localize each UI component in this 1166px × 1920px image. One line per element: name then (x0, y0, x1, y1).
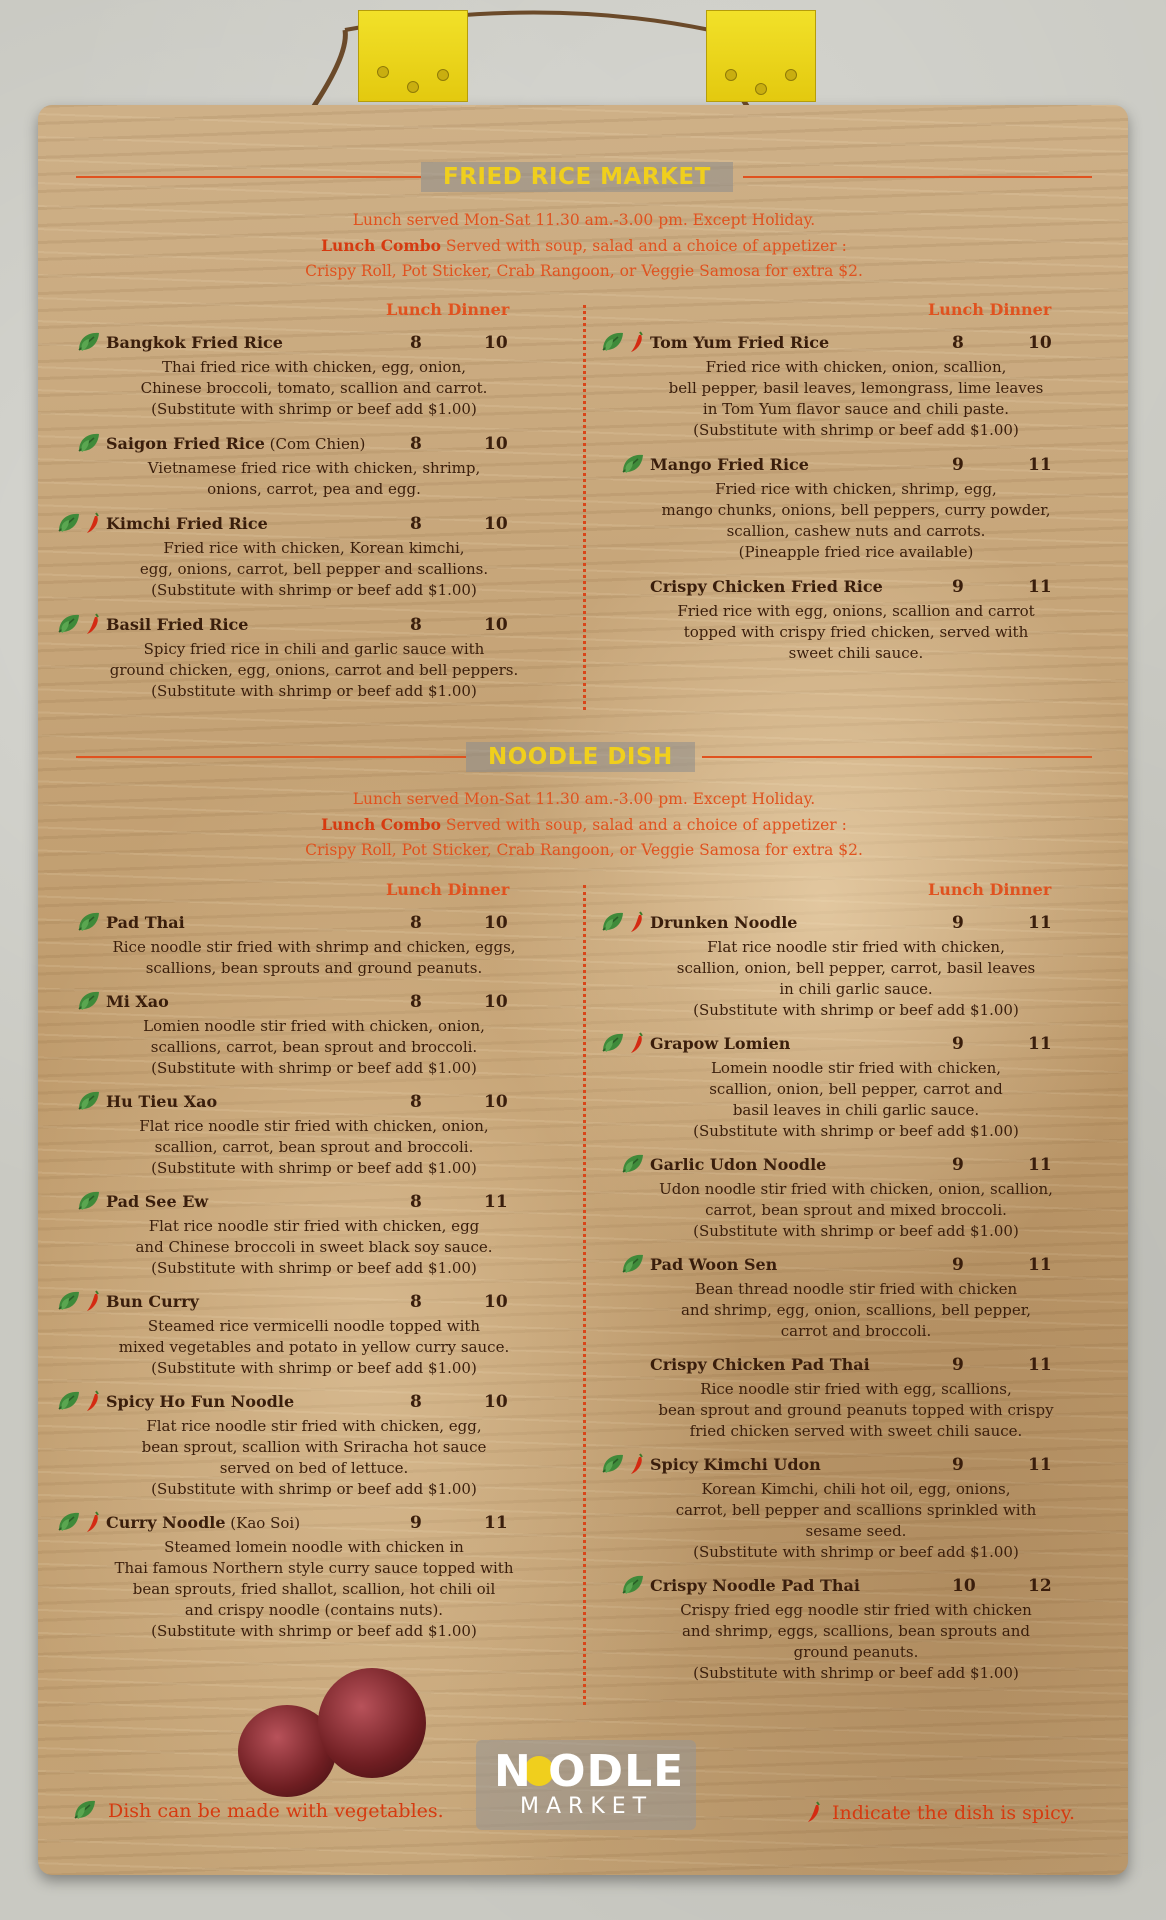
item-description: Thai fried rice with chicken, egg, onion, (161, 358, 467, 376)
item-description: scallion, onion, bell pepper, carrot, basil leaves (676, 959, 1036, 977)
item-description: ground peanuts. (793, 1643, 919, 1661)
item-description: topped with crispy fried chicken, served with (683, 623, 1029, 641)
item-icons (76, 431, 102, 459)
chili-icon (628, 1031, 646, 1059)
lunch-combo: Lunch Combo Served with soup, salad and a choice of appetizer : (321, 815, 847, 834)
item-description: egg, onions, carrot, bell pepper and scallions. (139, 560, 489, 578)
item-description: (Substitute with shrimp or beef add $1.00) (151, 581, 477, 599)
lunch-price: 9 (952, 1155, 964, 1175)
item-description: Flat rice noodle stir fried with chicken, egg, (146, 1417, 482, 1435)
item-description: Flat rice noodle stir fried with chicken, (707, 938, 1005, 956)
item-name: Grapow Lomien (650, 1034, 791, 1053)
item-description: Korean Kimchi, chili hot oil, egg, onions, (701, 1480, 1011, 1498)
item-name: Pad See Ew (106, 1192, 209, 1211)
item-icons (56, 1389, 102, 1417)
item-icons (600, 330, 646, 358)
item-name: Basil Fried Rice (106, 615, 249, 634)
lunch-price: 8 (410, 913, 422, 933)
noodle-intro (76, 787, 1092, 863)
dinner-price: 12 (1028, 1576, 1052, 1596)
dinner-price: 11 (484, 1513, 508, 1533)
item-icons (56, 1510, 102, 1538)
leaf-icon (620, 1152, 646, 1180)
veg-legend-text: Dish can be made with vegetables. (108, 1800, 444, 1822)
item-description: carrot, bell pepper and scallions sprinkled with (675, 1501, 1037, 1519)
leaf-icon (76, 330, 102, 358)
leaf-icon (56, 612, 82, 640)
item-description: bean sprout, scallion with Sriracha hot sauce (141, 1438, 487, 1456)
item-description: Thai famous Northern style curry sauce topped with (114, 1559, 514, 1577)
leaf-icon (56, 1510, 82, 1538)
col-head-right: Lunch Dinner (928, 300, 1052, 319)
chili-icon (84, 511, 102, 539)
item-description: (Substitute with shrimp or beef add $1.00) (693, 1001, 1019, 1019)
item-icons (620, 1152, 646, 1180)
item-description: (Substitute with shrimp or beef add $1.00) (151, 1359, 477, 1377)
lunch-price: 8 (410, 1192, 422, 1212)
item-name: Bun Curry (106, 1292, 199, 1311)
item-name: Drunken Noodle (650, 913, 798, 932)
item-description: bean sprout and ground peanuts topped with crispy (658, 1401, 1054, 1419)
item-name: Bangkok Fried Rice (106, 333, 283, 352)
noodle-title-bar (76, 742, 1092, 772)
item-description: (Substitute with shrimp or beef add $1.00) (151, 1622, 477, 1640)
item-name: Tom Yum Fried Rice (650, 333, 830, 352)
item-name: Mi Xao (106, 992, 169, 1011)
leaf-icon (600, 330, 626, 358)
leaf-icon (56, 1389, 82, 1417)
dinner-price: 11 (1028, 1034, 1052, 1054)
lunch-price: 8 (410, 992, 422, 1012)
item-description: (Substitute with shrimp or beef add $1.00) (693, 1222, 1019, 1240)
lunch-price: 8 (410, 434, 422, 454)
leaf-icon (600, 910, 626, 938)
item-description: sesame seed. (805, 1522, 907, 1540)
leaf-icon (620, 452, 646, 480)
item-description: in Tom Yum flavor sauce and chili paste. (702, 400, 1010, 418)
lunch-price: 8 (952, 333, 964, 353)
item-description: bell pepper, basil leaves, lemongrass, lime leaves (668, 379, 1044, 397)
leaf-icon (620, 1252, 646, 1280)
dinner-price: 10 (484, 1092, 508, 1112)
item-name: Saigon Fried Rice (Com Chien) (106, 434, 366, 453)
dinner-price: 11 (1028, 913, 1052, 933)
dinner-price: 10 (1028, 333, 1052, 353)
item-description: carrot and broccoli. (780, 1322, 932, 1340)
lunch-price: 9 (410, 1513, 422, 1533)
item-icons (600, 910, 646, 938)
column-divider (583, 305, 586, 710)
lunch-price: 9 (952, 1034, 964, 1054)
appetizer-options: Crispy Roll, Pot Sticker, Crab Rangoon, or Veggie Samosa for extra $2. (305, 262, 863, 280)
chili-icon (628, 910, 646, 938)
item-description: Steamed lomein noodle with chicken in (164, 1538, 464, 1556)
lunch-combo: Lunch Combo Served with soup, salad and a choice of appetizer : (321, 236, 847, 255)
item-description: (Substitute with shrimp or beef add $1.00) (693, 421, 1019, 439)
dinner-price: 10 (484, 1292, 508, 1312)
dinner-price: 10 (484, 1392, 508, 1412)
item-description: mango chunks, onions, bell peppers, curry powder, (661, 501, 1051, 519)
chili-icon (84, 612, 102, 640)
item-name: Crispy Chicken Pad Thai (650, 1355, 870, 1374)
item-name: Crispy Noodle Pad Thai (650, 1576, 860, 1595)
item-description: Bean thread noodle stir fried with chicken (694, 1280, 1018, 1298)
hanger-bracket-left (358, 10, 468, 102)
item-description: scallion, onion, bell pepper, carrot and (709, 1080, 1003, 1098)
dinner-price: 11 (1028, 1355, 1052, 1375)
item-description: Chinese broccoli, tomato, scallion and carrot. (140, 379, 488, 397)
item-description: scallions, carrot, bean sprout and broccoli. (150, 1038, 478, 1056)
item-icons (76, 1189, 102, 1217)
item-name: Mango Fried Rice (650, 455, 809, 474)
lunch-price: 9 (952, 1255, 964, 1275)
item-description: Steamed rice vermicelli noodle topped with (147, 1317, 481, 1335)
veg-legend-icon (72, 1798, 98, 1826)
noodle-title: NOODLE DISH (466, 742, 695, 772)
item-icons (56, 612, 102, 640)
lunch-hours: Lunch served Mon-Sat 11.30 am.-3.00 pm. Except Holiday. (352, 790, 816, 808)
item-description: basil leaves in chili garlic sauce. (732, 1101, 980, 1119)
lunch-price: 8 (410, 1092, 422, 1112)
leaf-icon (76, 431, 102, 459)
lunch-price: 8 (410, 1392, 422, 1412)
item-name: Spicy Kimchi Udon (650, 1455, 821, 1474)
item-icons (76, 330, 102, 358)
dinner-price: 10 (484, 615, 508, 635)
chili-icon (628, 330, 646, 358)
item-description: fried chicken served with sweet chili sauce. (689, 1422, 1023, 1440)
item-description: (Substitute with shrimp or beef add $1.00) (693, 1664, 1019, 1682)
lunch-price: 8 (410, 333, 422, 353)
item-icons (56, 1289, 102, 1317)
item-icons (600, 1452, 646, 1480)
leaf-icon (620, 1573, 646, 1601)
item-description: (Substitute with shrimp or beef add $1.00) (693, 1543, 1019, 1561)
dinner-price: 11 (1028, 1255, 1052, 1275)
item-description: mixed vegetables and potato in yellow curry sauce. (118, 1338, 510, 1356)
dinner-price: 11 (1028, 1155, 1052, 1175)
col-head-right: Lunch Dinner (928, 880, 1052, 899)
dinner-price: 11 (1028, 455, 1052, 475)
appetizer-options: Crispy Roll, Pot Sticker, Crab Rangoon, or Veggie Samosa for extra $2. (305, 841, 863, 859)
item-icons (620, 1252, 646, 1280)
leaf-icon (600, 1031, 626, 1059)
lunch-price: 8 (410, 514, 422, 534)
item-description: (Substitute with shrimp or beef add $1.00) (151, 682, 477, 700)
fried-rice-intro (76, 208, 1092, 284)
leaf-icon (76, 910, 102, 938)
dinner-price: 10 (484, 434, 508, 454)
item-name: Pad Thai (106, 913, 185, 932)
item-description: and crispy noodle (contains nuts). (184, 1601, 444, 1619)
item-description: Fried rice with egg, onions, scallion and carrot (677, 602, 1035, 620)
item-description: Crispy fried egg noodle stir fried with chicken (680, 1601, 1032, 1619)
lunch-price: 9 (952, 577, 964, 597)
item-description: Flat rice noodle stir fried with chicken, egg (148, 1217, 480, 1235)
dinner-price: 11 (1028, 1455, 1052, 1475)
lunch-price: 9 (952, 1355, 964, 1375)
item-description: Rice noodle stir fried with shrimp and chicken, eggs, (112, 938, 516, 956)
item-description: and shrimp, egg, onion, scallions, bell pepper, (680, 1301, 1032, 1319)
leaf-icon (76, 1189, 102, 1217)
lunch-hours: Lunch served Mon-Sat 11.30 am.-3.00 pm. Except Holiday. (352, 211, 816, 229)
item-description: and Chinese broccoli in sweet black soy sauce. (135, 1238, 493, 1256)
item-name: Spicy Ho Fun Noodle (106, 1392, 295, 1411)
item-description: scallion, carrot, bean sprout and broccoli. (154, 1138, 474, 1156)
item-icons (620, 452, 646, 480)
item-description: Spicy fried rice in chili and garlic sauce with (143, 640, 485, 658)
col-head-left: Lunch Dinner (386, 300, 510, 319)
fried-rice-title-bar (76, 162, 1092, 192)
chili-icon (628, 1452, 646, 1480)
dinner-price: 10 (484, 333, 508, 353)
leaf-icon (56, 511, 82, 539)
item-description: Rice noodle stir fried with egg, scallions, (700, 1380, 1012, 1398)
item-description: (Substitute with shrimp or beef add $1.00) (151, 1480, 477, 1498)
item-description: carrot, bean sprout and mixed broccoli. (705, 1201, 1007, 1219)
item-name: Garlic Udon Noodle (650, 1155, 827, 1174)
hanger-bracket-right (706, 10, 816, 102)
lunch-price: 9 (952, 1455, 964, 1475)
fried-rice-title: FRIED RICE MARKET (421, 162, 733, 192)
dinner-price: 10 (484, 913, 508, 933)
lunch-price: 8 (410, 615, 422, 635)
spicy-legend-icon (805, 1800, 823, 1828)
item-description: (Substitute with shrimp or beef add $1.00) (151, 1259, 477, 1277)
item-icons (56, 511, 102, 539)
chili-icon (84, 1510, 102, 1538)
leaf-icon (76, 989, 102, 1017)
item-icons (76, 910, 102, 938)
dinner-price: 10 (484, 514, 508, 534)
item-description: bean sprouts, fried shallot, scallion, hot chili oil (132, 1580, 496, 1598)
item-icons (76, 989, 102, 1017)
item-description: sweet chili sauce. (788, 644, 924, 662)
item-description: Fried rice with chicken, Korean kimchi, (163, 539, 465, 557)
item-description: Flat rice noodle stir fried with chicken, onion, (139, 1117, 489, 1135)
item-description: Fried rice with chicken, shrimp, egg, (715, 480, 997, 498)
item-description: Fried rice with chicken, onion, scallion, (705, 358, 1007, 376)
item-description: served on bed of lettuce. (219, 1459, 409, 1477)
item-name: Crispy Chicken Fried Rice (650, 577, 883, 596)
leaf-icon (600, 1452, 626, 1480)
item-description: scallions, bean sprouts and ground peanuts. (145, 959, 483, 977)
item-name: Pad Woon Sen (650, 1255, 778, 1274)
item-description: Udon noodle stir fried with chicken, onion, scallion, (659, 1180, 1053, 1198)
item-description: Lomein noodle stir fried with chicken, (710, 1059, 1002, 1077)
item-name: Kimchi Fried Rice (106, 514, 268, 533)
item-description: scallion, cashew nuts and carrots. (726, 522, 986, 540)
lunch-price: 9 (952, 455, 964, 475)
spicy-legend-text: Indicate the dish is spicy. (832, 1802, 1076, 1824)
dinner-price: 10 (484, 992, 508, 1012)
dinner-price: 11 (1028, 577, 1052, 597)
item-description: (Substitute with shrimp or beef add $1.00) (693, 1122, 1019, 1140)
item-icons (600, 1031, 646, 1059)
leaf-icon (76, 1089, 102, 1117)
item-icons (76, 1089, 102, 1117)
item-name: Hu Tieu Xao (106, 1092, 218, 1111)
item-description: (Substitute with shrimp or beef add $1.00) (151, 1059, 477, 1077)
lunch-price: 9 (952, 913, 964, 933)
item-description: (Substitute with shrimp or beef add $1.00) (151, 1159, 477, 1177)
item-description: (Pineapple fried rice available) (738, 543, 974, 561)
leaf-icon (56, 1289, 82, 1317)
onion-image (318, 1668, 426, 1778)
item-icons (620, 1573, 646, 1601)
column-divider (583, 885, 586, 1705)
item-description: in chili garlic sauce. (779, 980, 933, 998)
chili-icon (84, 1389, 102, 1417)
item-description: (Substitute with shrimp or beef add $1.00) (151, 400, 477, 418)
dinner-price: 11 (484, 1192, 508, 1212)
item-description: ground chicken, egg, onions, carrot and bell peppers. (109, 661, 519, 679)
noodle-market-logo: N ODLE MARKET (476, 1740, 696, 1830)
lunch-price: 10 (952, 1576, 976, 1596)
item-description: onions, carrot, pea and egg. (207, 480, 421, 498)
chili-icon (84, 1289, 102, 1317)
item-description: Lomien noodle stir fried with chicken, onion, (143, 1017, 485, 1035)
col-head-left: Lunch Dinner (386, 880, 510, 899)
item-description: Vietnamese fried rice with chicken, shrimp, (147, 459, 481, 477)
item-name: Curry Noodle (Kao Soi) (106, 1513, 301, 1532)
item-description: and shrimp, eggs, scallions, bean sprouts and (681, 1622, 1031, 1640)
lunch-price: 8 (410, 1292, 422, 1312)
